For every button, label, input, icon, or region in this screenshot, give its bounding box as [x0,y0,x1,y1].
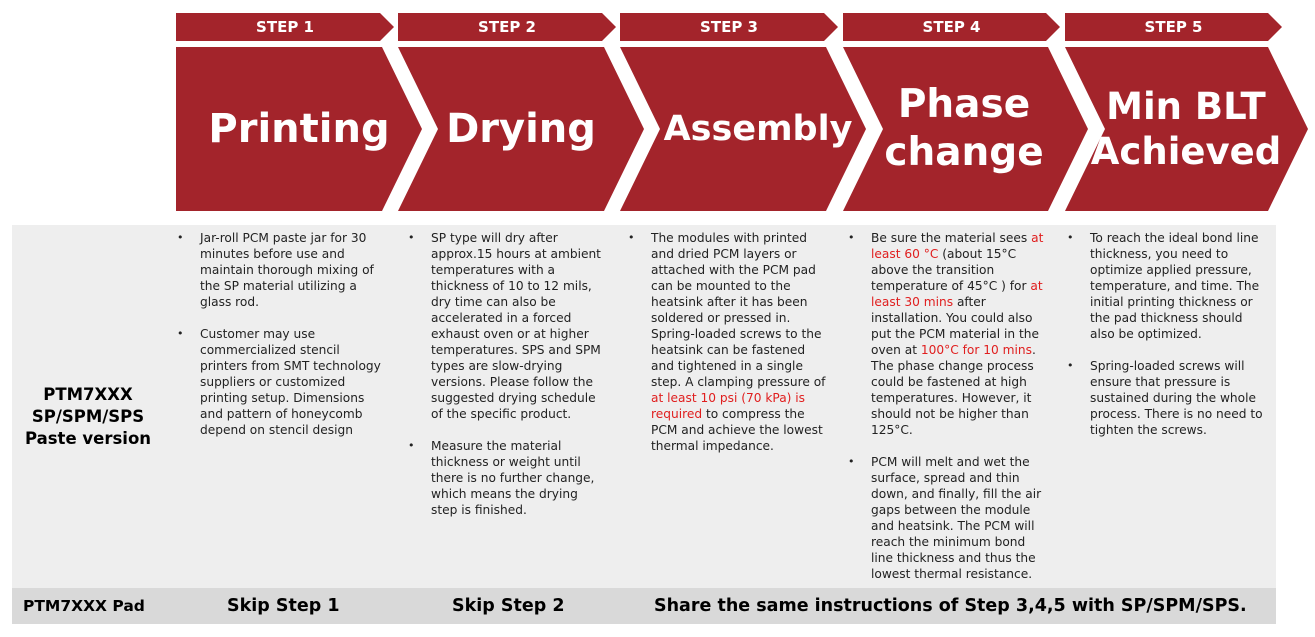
instruction-text: Customer may use commercialized stencil printers from SMT technology suppliers or customized printing setup. Dimensions and pattern of honeycomb depend on stencil design [200,327,381,437]
instruction-bullet [848,454,1050,582]
step-3-label: STEP 3 [700,18,758,36]
step-5-title-line-1: Min BLT [1106,84,1266,128]
instruction-text: after installation. You could also put the PCM material in the oven at [871,295,1039,357]
step-3-title-line: Assembly [663,108,853,149]
pad-row-label: PTM7XXX Pad [23,597,145,615]
paste-version-row-label [12,384,164,450]
instruction-text: Measure the material thickness or weight until there is no further change, which means the drying step is finished. [431,439,595,517]
instruction-bullet [1067,358,1270,438]
pad-version-row [12,588,1276,624]
step-4-title-line-1: Phase [897,82,1031,128]
instruction-bullet [408,438,608,518]
highlighted-text: at least 60 °C [871,231,1044,261]
skip-step-1: Skip Step 1 [227,596,340,616]
step-4-title-line-2: change [884,130,1044,175]
step-5-instructions [1067,230,1270,454]
step-2-label: STEP 2 [478,18,536,36]
instruction-bullet [848,230,1050,438]
step-1-title [186,48,412,210]
step-3-instructions [628,230,830,470]
instruction-text: PCM will melt and wet the surface, spread and thin down, and finally, fill the air gaps between the module and heatsink. The PCM will reach the minimum bond line thickness and thus the lowest thermal resistance. [871,455,1042,581]
instruction-text: The modules with printed and dried PCM layers or attached with the PCM pad can be mounted to the heatsink after it has been soldered or pressed in. Spring-loaded screws to the heatsink can be fastened and tightened in a single step. A clamping pressure of [651,231,826,389]
instruction-text: Spring-loaded screws will ensure that pressure is sustained during the whole process. There is no need to tighten the screws. [1090,359,1263,437]
step-4-instructions [848,230,1050,598]
step-4-label: STEP 4 [922,18,981,36]
highlighted-text: at least 10 psi (70 kPa) is required [651,391,806,421]
step-5-title-line-2: Achieved [1090,130,1282,173]
instruction-bullet [177,326,386,438]
skip-step-2: Skip Step 2 [452,596,565,616]
instruction-text: To reach the ideal bond line thickness, you need to optimize applied pressure, temperature, and time. The initial printing thickness or the pad thickness should also be optimized. [1090,231,1260,341]
instruction-text: Jar-roll PCM paste jar for 30 minutes before use and maintain thorough mixing of the SP material utilizing a glass rod. [200,231,374,309]
highlighted-text: at least 30 mins [871,279,1043,309]
instruction-text: SP type will dry after approx.15 hours at ambient temperatures with a thickness of 10 to 12 mils, dry time can also be accelerated in a forced exhaust oven or at higher temperatures. SPS and SPM types are slow-drying versions. Please follow the suggested drying schedule of the specific product. [431,231,601,421]
step-3-title [644,48,872,210]
step-1-instructions [177,230,386,454]
step-1-label: STEP 1 [256,18,314,36]
step-2-title-line: Drying [446,105,596,152]
instruction-text: (about 15°C above the transition temperature of 45°C ) for [871,247,1031,293]
step-4-title [858,48,1070,210]
instruction-text: to compress the PCM and achieve the lowest thermal impedance. [651,407,823,453]
paste-label-line-1: PTM7XXX [43,385,133,404]
step-5-label: STEP 5 [1144,18,1203,36]
step-2-instructions [408,230,608,534]
instruction-text: Be sure the material sees [871,231,1032,245]
instruction-bullet [177,230,386,310]
share-instructions: Share the same instructions of Step 3,4,5 with SP/SPM/SPS. [654,596,1247,616]
step-5-title [1080,48,1292,210]
step-1-title-line: Printing [208,105,390,152]
instruction-bullet [628,230,830,454]
instruction-bullet [408,230,608,422]
instruction-bullet [1067,230,1270,342]
paste-label-line-3: Paste version [24,429,152,448]
highlighted-text: 100°C for 10 mins [920,343,1032,357]
instruction-text: . The phase change process could be fastened at high temperatures. However, it should not be higher than 125°C. [871,343,1036,437]
step-2-title [418,48,624,210]
paste-label-line-2: SP/SPM/SPS [31,407,145,426]
